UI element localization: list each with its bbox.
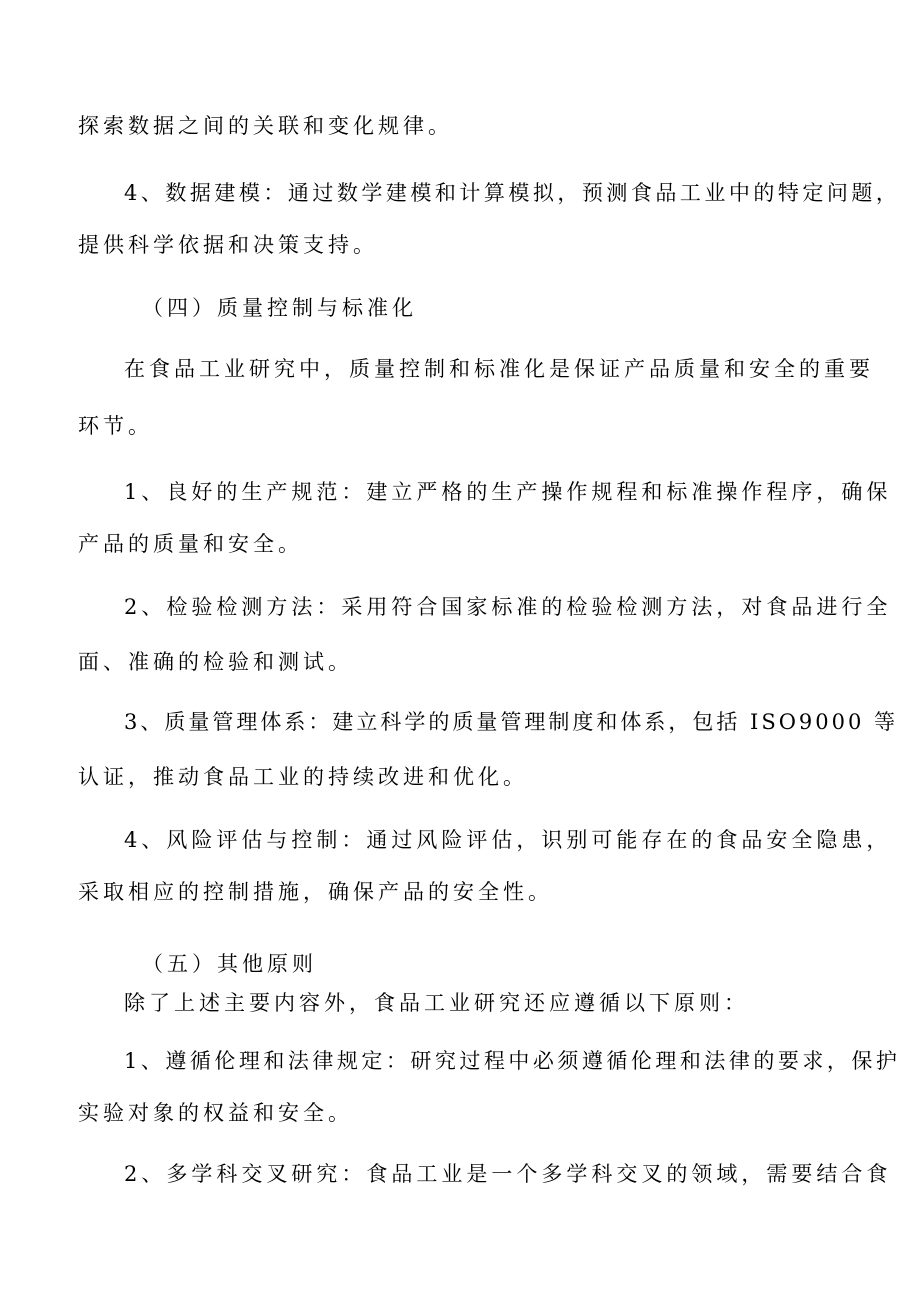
list-item-risk-assessment: 4、风险评估与控制：通过风险评估，识别可能存在的食品安全隐患， [124, 828, 892, 852]
paragraph-line: 提供科学依据和决策支持。 [78, 233, 378, 257]
list-item-inspection: 2、检验检测方法：采用符合国家标准的检验检测方法，对食品进行全 [124, 595, 892, 619]
list-item-ethics: 1、遵循伦理和法律规定：研究过程中必须遵循伦理和法律的要求，保护 [124, 1049, 901, 1073]
paragraph-line: 产品的质量和安全。 [78, 532, 303, 556]
list-item-data-modeling: 4、数据建模：通过数学建模和计算模拟，预测食品工业中的特定问题， [124, 181, 901, 205]
paragraph-line: 面、准确的检验和测试。 [78, 650, 353, 674]
section-heading-quality-control: （四）质量控制与标准化 [142, 296, 417, 320]
list-item-interdisciplinary: 2、多学科交叉研究：食品工业是一个多学科交叉的领域，需要结合食 [124, 1162, 892, 1186]
paragraph-line: 在食品工业研究中，质量控制和标准化是保证产品质量和安全的重要 [124, 357, 874, 381]
paragraph-line: 采取相应的控制措施，确保产品的安全性。 [78, 880, 553, 904]
paragraph-line: 除了上述主要内容外，食品工业研究还应遵循以下原则： [124, 991, 749, 1015]
paragraph-line: 探索数据之间的关联和变化规律。 [78, 114, 453, 138]
paragraph-line: 实验对象的权益和安全。 [78, 1101, 353, 1125]
list-item-gmp: 1、良好的生产规范：建立严格的生产操作规程和标准操作程序，确保 [124, 480, 892, 504]
paragraph-line: 环节。 [78, 414, 153, 438]
paragraph-line: 认证，推动食品工业的持续改进和优化。 [78, 765, 528, 789]
section-heading-other-principles: （五）其他原则 [142, 952, 317, 976]
list-item-quality-system: 3、质量管理体系：建立科学的质量管理制度和体系，包括 ISO9000 等 [124, 710, 899, 734]
